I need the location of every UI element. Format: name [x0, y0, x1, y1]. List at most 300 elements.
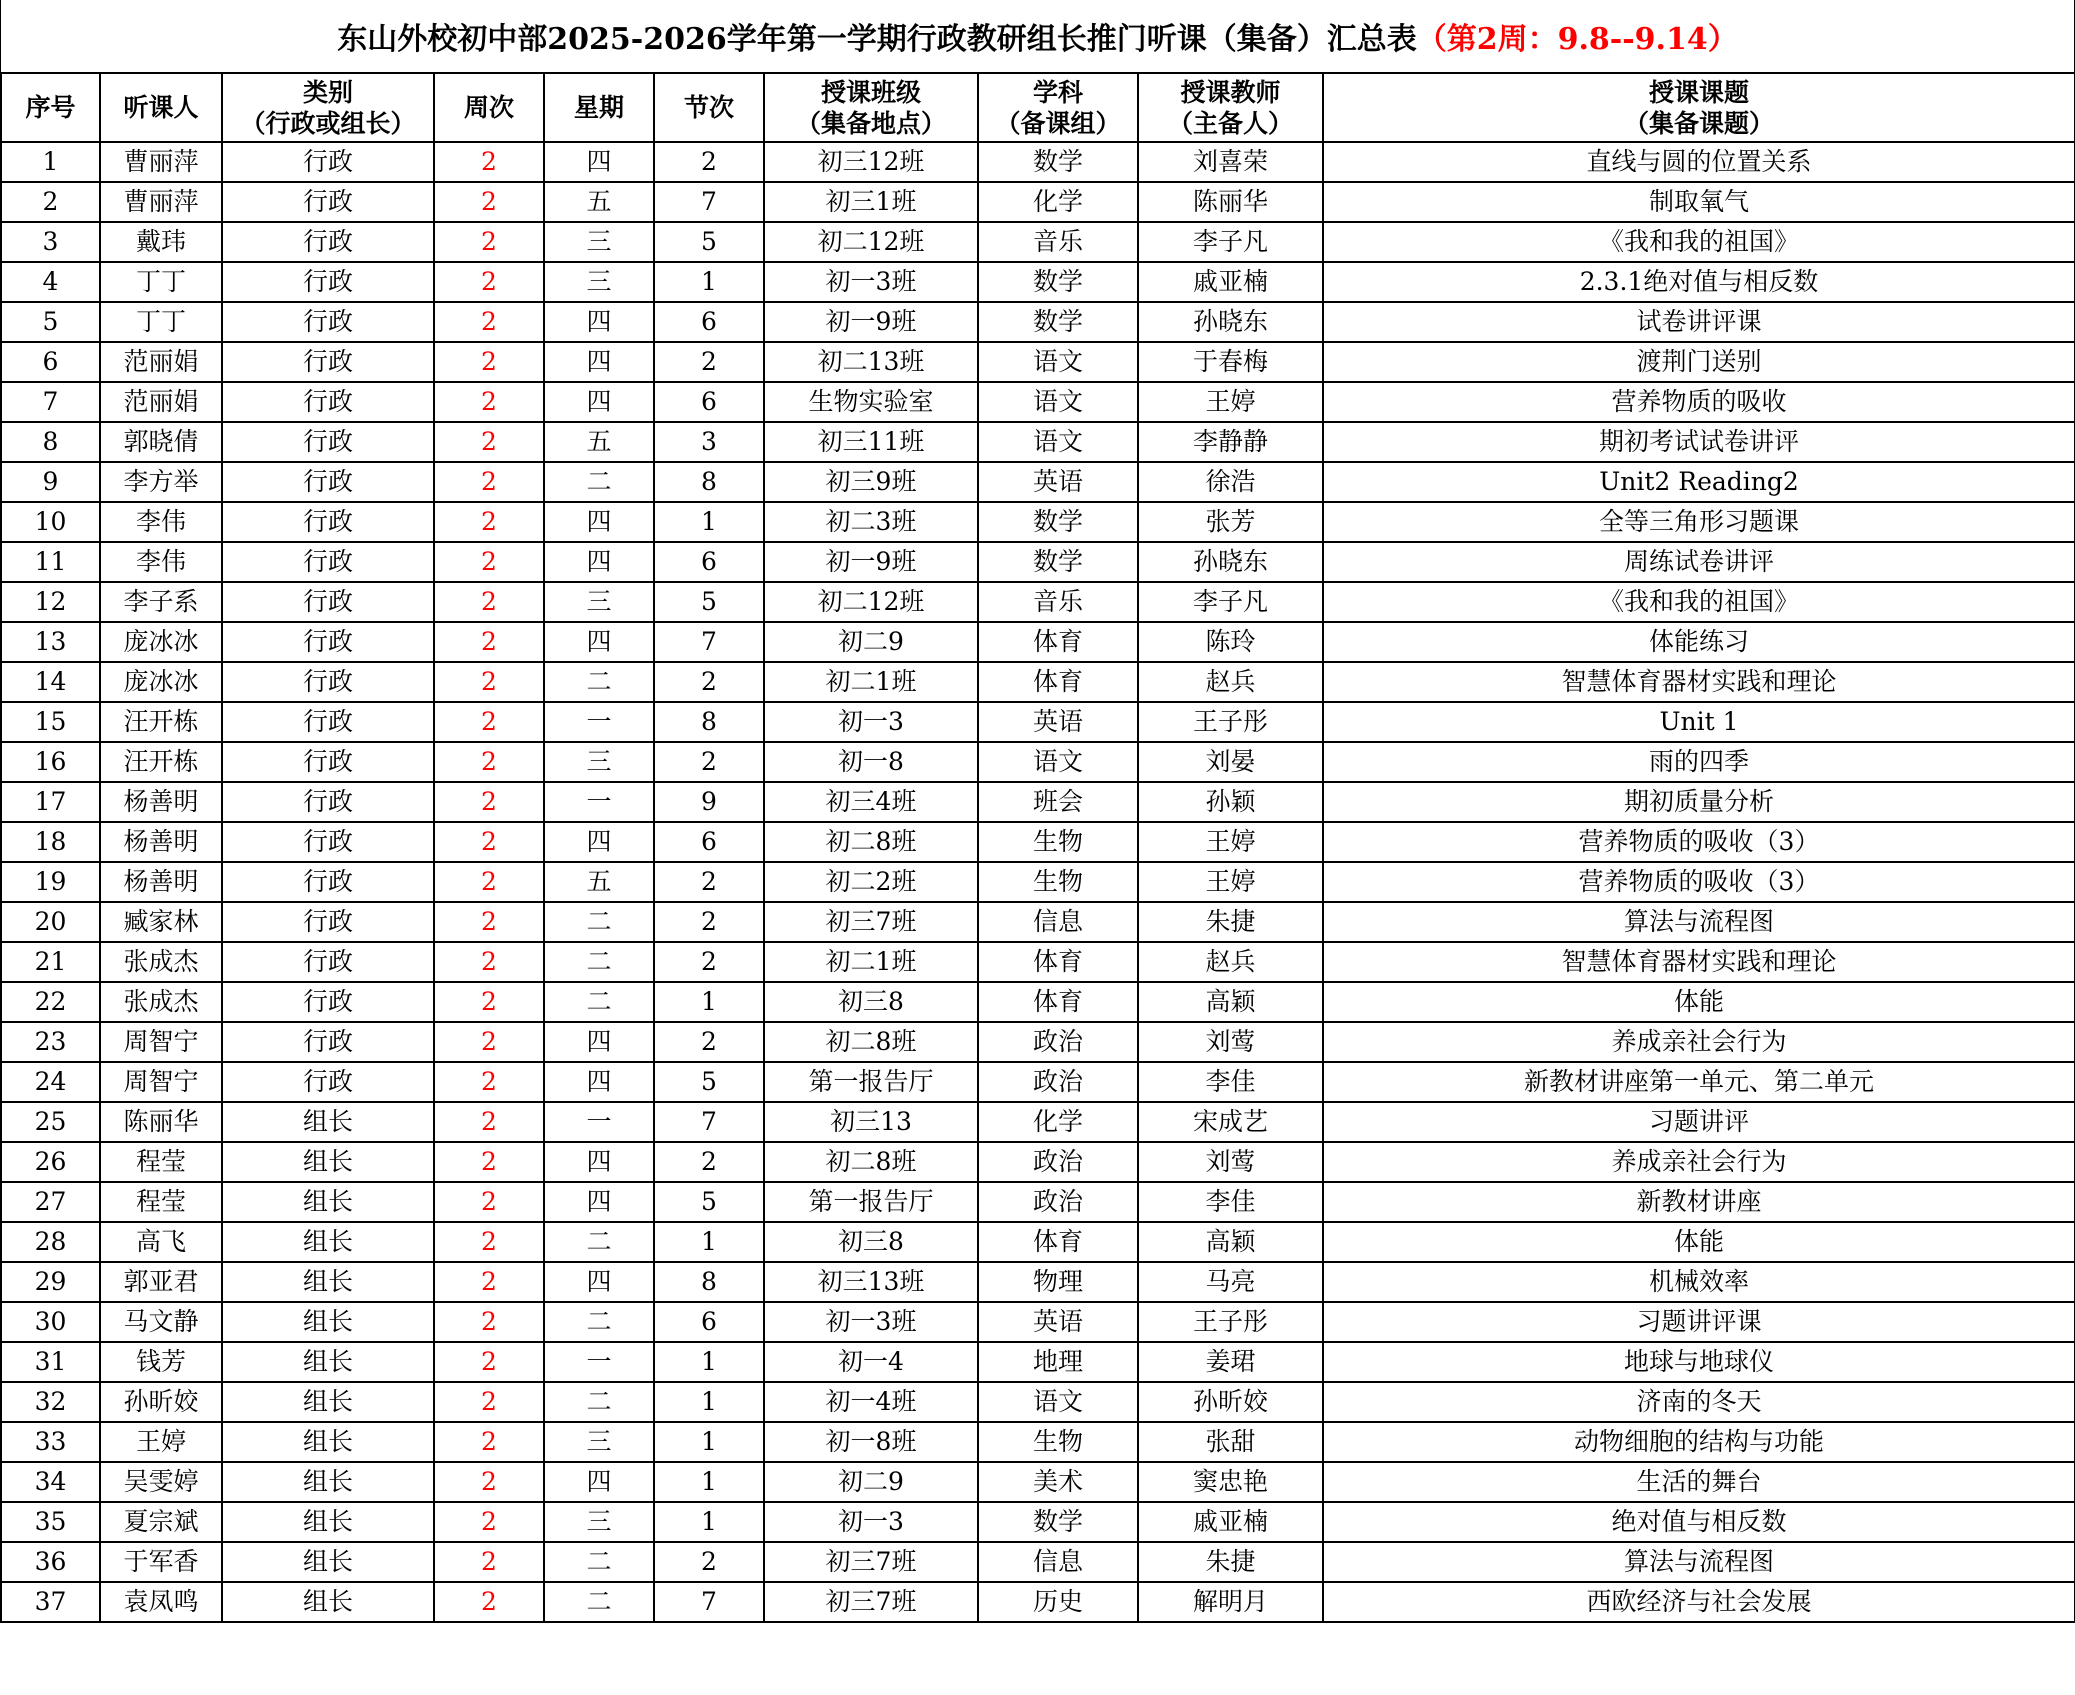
cell-category[interactable]: 行政: [222, 302, 434, 342]
cell-period[interactable]: 7: [654, 182, 764, 222]
cell-weekday[interactable]: 一: [544, 1102, 654, 1142]
cell-class[interactable]: 初三4班: [764, 782, 978, 822]
cell-teacher[interactable]: 孙晓东: [1138, 302, 1323, 342]
cell-teacher[interactable]: 王婷: [1138, 822, 1323, 862]
cell-weekday[interactable]: 三: [544, 1422, 654, 1462]
cell-week[interactable]: 2: [434, 942, 544, 982]
cell-category[interactable]: 组长: [222, 1542, 434, 1582]
cell-subject[interactable]: 语文: [978, 422, 1138, 462]
cell-weekday[interactable]: 一: [544, 782, 654, 822]
table-row[interactable]: [1, 942, 2075, 982]
cell-period[interactable]: 2: [654, 662, 764, 702]
cell-listener[interactable]: 高飞: [100, 1222, 222, 1262]
cell-listener[interactable]: 丁丁: [100, 302, 222, 342]
cell-period[interactable]: 2: [654, 942, 764, 982]
cell-category[interactable]: 组长: [222, 1582, 434, 1622]
cell-weekday[interactable]: 四: [544, 1142, 654, 1182]
cell-category[interactable]: 组长: [222, 1142, 434, 1182]
table-row[interactable]: [1, 142, 2075, 182]
cell-subject[interactable]: 生物: [978, 822, 1138, 862]
cell-seq[interactable]: 36: [1, 1542, 100, 1582]
cell-seq[interactable]: 1: [1, 142, 100, 182]
cell-class[interactable]: 初二3班: [764, 502, 978, 542]
table-row[interactable]: [1, 1062, 2075, 1102]
cell-week[interactable]: 2: [434, 582, 544, 622]
cell-period[interactable]: 2: [654, 742, 764, 782]
cell-class[interactable]: 初三1班: [764, 182, 978, 222]
table-row[interactable]: [1, 1302, 2075, 1342]
cell-category[interactable]: 组长: [222, 1182, 434, 1222]
cell-topic[interactable]: 养成亲社会行为: [1323, 1022, 2075, 1062]
cell-class[interactable]: 初一8: [764, 742, 978, 782]
cell-seq[interactable]: 3: [1, 222, 100, 262]
cell-listener[interactable]: 程莹: [100, 1142, 222, 1182]
cell-teacher[interactable]: 刘晏: [1138, 742, 1323, 782]
cell-teacher[interactable]: 马亮: [1138, 1262, 1323, 1302]
cell-class[interactable]: 初一3: [764, 1502, 978, 1542]
cell-topic[interactable]: 营养物质的吸收（3）: [1323, 822, 2075, 862]
cell-category[interactable]: 行政: [222, 1022, 434, 1062]
cell-weekday[interactable]: 四: [544, 542, 654, 582]
cell-listener[interactable]: 汪开栋: [100, 742, 222, 782]
cell-seq[interactable]: 5: [1, 302, 100, 342]
cell-week[interactable]: 2: [434, 422, 544, 462]
cell-teacher[interactable]: 朱捷: [1138, 1542, 1323, 1582]
cell-seq[interactable]: 37: [1, 1582, 100, 1622]
cell-teacher[interactable]: 李佳: [1138, 1062, 1323, 1102]
cell-listener[interactable]: 张成杰: [100, 982, 222, 1022]
cell-week[interactable]: 2: [434, 662, 544, 702]
cell-listener[interactable]: 周智宁: [100, 1062, 222, 1102]
cell-topic[interactable]: 新教材讲座: [1323, 1182, 2075, 1222]
cell-category[interactable]: 行政: [222, 902, 434, 942]
cell-category[interactable]: 行政: [222, 542, 434, 582]
cell-class[interactable]: 初二1班: [764, 662, 978, 702]
cell-weekday[interactable]: 四: [544, 342, 654, 382]
cell-week[interactable]: 2: [434, 1062, 544, 1102]
cell-weekday[interactable]: 四: [544, 1062, 654, 1102]
cell-subject[interactable]: 政治: [978, 1062, 1138, 1102]
cell-period[interactable]: 9: [654, 782, 764, 822]
cell-topic[interactable]: 营养物质的吸收: [1323, 382, 2075, 422]
cell-class[interactable]: 初三7班: [764, 1582, 978, 1622]
cell-week[interactable]: 2: [434, 182, 544, 222]
cell-week[interactable]: 2: [434, 1462, 544, 1502]
cell-listener[interactable]: 丁丁: [100, 262, 222, 302]
cell-subject[interactable]: 语文: [978, 1382, 1138, 1422]
cell-weekday[interactable]: 一: [544, 1342, 654, 1382]
cell-subject[interactable]: 数学: [978, 142, 1138, 182]
cell-category[interactable]: 组长: [222, 1222, 434, 1262]
cell-class[interactable]: 初三11班: [764, 422, 978, 462]
cell-class[interactable]: 初一3班: [764, 1302, 978, 1342]
cell-class[interactable]: 初一3班: [764, 262, 978, 302]
table-row[interactable]: [1, 822, 2075, 862]
cell-seq[interactable]: 13: [1, 622, 100, 662]
cell-seq[interactable]: 14: [1, 662, 100, 702]
table-row[interactable]: [1, 662, 2075, 702]
cell-week[interactable]: 2: [434, 1342, 544, 1382]
cell-listener[interactable]: 张成杰: [100, 942, 222, 982]
cell-period[interactable]: 2: [654, 142, 764, 182]
cell-listener[interactable]: 庞冰冰: [100, 622, 222, 662]
cell-listener[interactable]: 孙昕姣: [100, 1382, 222, 1422]
cell-seq[interactable]: 33: [1, 1422, 100, 1462]
cell-class[interactable]: 初二1班: [764, 942, 978, 982]
cell-seq[interactable]: 28: [1, 1222, 100, 1262]
cell-category[interactable]: 行政: [222, 702, 434, 742]
cell-weekday[interactable]: 四: [544, 302, 654, 342]
cell-teacher[interactable]: 陈玲: [1138, 622, 1323, 662]
cell-period[interactable]: 5: [654, 1182, 764, 1222]
table-row[interactable]: [1, 1142, 2075, 1182]
cell-teacher[interactable]: 戚亚楠: [1138, 262, 1323, 302]
cell-topic[interactable]: Unit 1: [1323, 702, 2075, 742]
cell-subject[interactable]: 化学: [978, 1102, 1138, 1142]
cell-seq[interactable]: 30: [1, 1302, 100, 1342]
cell-week[interactable]: 2: [434, 782, 544, 822]
cell-topic[interactable]: Unit2 Reading2: [1323, 462, 2075, 502]
cell-listener[interactable]: 于军香: [100, 1542, 222, 1582]
cell-class[interactable]: 初三7班: [764, 902, 978, 942]
cell-period[interactable]: 1: [654, 1462, 764, 1502]
cell-topic[interactable]: 体能: [1323, 982, 2075, 1022]
cell-category[interactable]: 组长: [222, 1262, 434, 1302]
cell-weekday[interactable]: 二: [544, 462, 654, 502]
cell-period[interactable]: 5: [654, 222, 764, 262]
cell-teacher[interactable]: 于春梅: [1138, 342, 1323, 382]
cell-teacher[interactable]: 刘喜荣: [1138, 142, 1323, 182]
table-row[interactable]: [1, 1382, 2075, 1422]
cell-weekday[interactable]: 二: [544, 982, 654, 1022]
cell-period[interactable]: 5: [654, 582, 764, 622]
cell-topic[interactable]: 全等三角形习题课: [1323, 502, 2075, 542]
table-row[interactable]: [1, 1422, 2075, 1462]
table-row[interactable]: [1, 1262, 2075, 1302]
cell-teacher[interactable]: 高颖: [1138, 982, 1323, 1022]
cell-teacher[interactable]: 王婷: [1138, 382, 1323, 422]
cell-teacher[interactable]: 王婷: [1138, 862, 1323, 902]
cell-class[interactable]: 第一报告厅: [764, 1062, 978, 1102]
cell-class[interactable]: 初三12班: [764, 142, 978, 182]
cell-week[interactable]: 2: [434, 222, 544, 262]
cell-category[interactable]: 行政: [222, 182, 434, 222]
cell-class[interactable]: 生物实验室: [764, 382, 978, 422]
table-row[interactable]: [1, 1542, 2075, 1582]
cell-listener[interactable]: 臧家林: [100, 902, 222, 942]
cell-period[interactable]: 1: [654, 1382, 764, 1422]
cell-teacher[interactable]: 刘莺: [1138, 1022, 1323, 1062]
cell-seq[interactable]: 10: [1, 502, 100, 542]
cell-seq[interactable]: 29: [1, 1262, 100, 1302]
cell-listener[interactable]: 范丽娟: [100, 342, 222, 382]
cell-class[interactable]: 初二9: [764, 1462, 978, 1502]
cell-topic[interactable]: 养成亲社会行为: [1323, 1142, 2075, 1182]
cell-weekday[interactable]: 二: [544, 902, 654, 942]
cell-period[interactable]: 3: [654, 422, 764, 462]
cell-category[interactable]: 行政: [222, 782, 434, 822]
cell-class[interactable]: 初三9班: [764, 462, 978, 502]
cell-weekday[interactable]: 四: [544, 142, 654, 182]
cell-seq[interactable]: 6: [1, 342, 100, 382]
cell-week[interactable]: 2: [434, 1502, 544, 1542]
cell-week[interactable]: 2: [434, 1262, 544, 1302]
cell-teacher[interactable]: 孙昕姣: [1138, 1382, 1323, 1422]
cell-weekday[interactable]: 二: [544, 942, 654, 982]
cell-period[interactable]: 1: [654, 1222, 764, 1262]
cell-period[interactable]: 8: [654, 702, 764, 742]
cell-period[interactable]: 6: [654, 302, 764, 342]
cell-seq[interactable]: 15: [1, 702, 100, 742]
cell-category[interactable]: 组长: [222, 1382, 434, 1422]
cell-category[interactable]: 行政: [222, 422, 434, 462]
table-row[interactable]: [1, 1582, 2075, 1622]
table-row[interactable]: [1, 1462, 2075, 1502]
cell-weekday[interactable]: 四: [544, 1462, 654, 1502]
cell-teacher[interactable]: 赵兵: [1138, 662, 1323, 702]
cell-topic[interactable]: 体能: [1323, 1222, 2075, 1262]
cell-topic[interactable]: 《我和我的祖国》: [1323, 222, 2075, 262]
cell-listener[interactable]: 李方举: [100, 462, 222, 502]
cell-topic[interactable]: 《我和我的祖国》: [1323, 582, 2075, 622]
cell-listener[interactable]: 郭晓倩: [100, 422, 222, 462]
cell-week[interactable]: 2: [434, 902, 544, 942]
cell-class[interactable]: 初三13: [764, 1102, 978, 1142]
cell-weekday[interactable]: 四: [544, 382, 654, 422]
cell-teacher[interactable]: 李子凡: [1138, 582, 1323, 622]
cell-class[interactable]: 初一9班: [764, 542, 978, 582]
table-row[interactable]: [1, 422, 2075, 462]
cell-weekday[interactable]: 四: [544, 502, 654, 542]
cell-seq[interactable]: 32: [1, 1382, 100, 1422]
cell-subject[interactable]: 班会: [978, 782, 1138, 822]
cell-teacher[interactable]: 孙颖: [1138, 782, 1323, 822]
cell-class[interactable]: 第一报告厅: [764, 1182, 978, 1222]
cell-week[interactable]: 2: [434, 262, 544, 302]
cell-week[interactable]: 2: [434, 342, 544, 382]
cell-period[interactable]: 5: [654, 1062, 764, 1102]
cell-seq[interactable]: 34: [1, 1462, 100, 1502]
table-row[interactable]: [1, 262, 2075, 302]
cell-class[interactable]: 初三8: [764, 1222, 978, 1262]
cell-subject[interactable]: 美术: [978, 1462, 1138, 1502]
cell-subject[interactable]: 生物: [978, 862, 1138, 902]
cell-teacher[interactable]: 姜珺: [1138, 1342, 1323, 1382]
cell-topic[interactable]: 算法与流程图: [1323, 1542, 2075, 1582]
cell-subject[interactable]: 信息: [978, 1542, 1138, 1582]
cell-subject[interactable]: 政治: [978, 1142, 1138, 1182]
cell-seq[interactable]: 21: [1, 942, 100, 982]
cell-category[interactable]: 行政: [222, 742, 434, 782]
cell-topic[interactable]: 习题讲评: [1323, 1102, 2075, 1142]
cell-week[interactable]: 2: [434, 1382, 544, 1422]
cell-seq[interactable]: 27: [1, 1182, 100, 1222]
cell-week[interactable]: 2: [434, 982, 544, 1022]
cell-teacher[interactable]: 张芳: [1138, 502, 1323, 542]
cell-period[interactable]: 2: [654, 1542, 764, 1582]
cell-listener[interactable]: 李伟: [100, 542, 222, 582]
cell-period[interactable]: 6: [654, 382, 764, 422]
cell-category[interactable]: 行政: [222, 382, 434, 422]
cell-listener[interactable]: 周智宁: [100, 1022, 222, 1062]
cell-weekday[interactable]: 二: [544, 1302, 654, 1342]
cell-teacher[interactable]: 高颖: [1138, 1222, 1323, 1262]
cell-category[interactable]: 行政: [222, 142, 434, 182]
cell-period[interactable]: 6: [654, 1302, 764, 1342]
cell-subject[interactable]: 语文: [978, 742, 1138, 782]
cell-topic[interactable]: 智慧体育器材实践和理论: [1323, 942, 2075, 982]
cell-class[interactable]: 初二9: [764, 622, 978, 662]
cell-seq[interactable]: 19: [1, 862, 100, 902]
table-row[interactable]: [1, 542, 2075, 582]
cell-listener[interactable]: 袁凤鸣: [100, 1582, 222, 1622]
cell-listener[interactable]: 戴玮: [100, 222, 222, 262]
cell-week[interactable]: 2: [434, 142, 544, 182]
cell-subject[interactable]: 数学: [978, 1502, 1138, 1542]
cell-category[interactable]: 行政: [222, 502, 434, 542]
cell-period[interactable]: 8: [654, 462, 764, 502]
cell-teacher[interactable]: 李子凡: [1138, 222, 1323, 262]
cell-period[interactable]: 1: [654, 1502, 764, 1542]
cell-subject[interactable]: 历史: [978, 1582, 1138, 1622]
cell-listener[interactable]: 程莹: [100, 1182, 222, 1222]
table-row[interactable]: [1, 862, 2075, 902]
cell-teacher[interactable]: 解明月: [1138, 1582, 1323, 1622]
cell-class[interactable]: 初一9班: [764, 302, 978, 342]
cell-listener[interactable]: 汪开栋: [100, 702, 222, 742]
cell-seq[interactable]: 26: [1, 1142, 100, 1182]
cell-class[interactable]: 初二8班: [764, 1022, 978, 1062]
cell-weekday[interactable]: 三: [544, 582, 654, 622]
cell-period[interactable]: 2: [654, 862, 764, 902]
cell-subject[interactable]: 数学: [978, 262, 1138, 302]
cell-topic[interactable]: 期初质量分析: [1323, 782, 2075, 822]
table-row[interactable]: [1, 1222, 2075, 1262]
cell-teacher[interactable]: 陈丽华: [1138, 182, 1323, 222]
cell-class[interactable]: 初二8班: [764, 1142, 978, 1182]
cell-week[interactable]: 2: [434, 862, 544, 902]
cell-period[interactable]: 6: [654, 542, 764, 582]
cell-topic[interactable]: 习题讲评课: [1323, 1302, 2075, 1342]
cell-topic[interactable]: 地球与地球仪: [1323, 1342, 2075, 1382]
cell-listener[interactable]: 庞冰冰: [100, 662, 222, 702]
cell-subject[interactable]: 体育: [978, 622, 1138, 662]
cell-week[interactable]: 2: [434, 1422, 544, 1462]
cell-weekday[interactable]: 五: [544, 862, 654, 902]
cell-topic[interactable]: 期初考试试卷讲评: [1323, 422, 2075, 462]
cell-category[interactable]: 组长: [222, 1462, 434, 1502]
cell-week[interactable]: 2: [434, 1182, 544, 1222]
cell-weekday[interactable]: 四: [544, 822, 654, 862]
cell-subject[interactable]: 英语: [978, 462, 1138, 502]
table-row[interactable]: [1, 782, 2075, 822]
cell-period[interactable]: 1: [654, 502, 764, 542]
cell-teacher[interactable]: 戚亚楠: [1138, 1502, 1323, 1542]
cell-week[interactable]: 2: [434, 502, 544, 542]
cell-teacher[interactable]: 孙晓东: [1138, 542, 1323, 582]
cell-week[interactable]: 2: [434, 1542, 544, 1582]
cell-seq[interactable]: 12: [1, 582, 100, 622]
cell-weekday[interactable]: 二: [544, 1382, 654, 1422]
cell-seq[interactable]: 31: [1, 1342, 100, 1382]
cell-topic[interactable]: 制取氧气: [1323, 182, 2075, 222]
cell-period[interactable]: 7: [654, 622, 764, 662]
cell-subject[interactable]: 数学: [978, 302, 1138, 342]
cell-subject[interactable]: 政治: [978, 1182, 1138, 1222]
cell-period[interactable]: 1: [654, 262, 764, 302]
cell-subject[interactable]: 英语: [978, 1302, 1138, 1342]
cell-class[interactable]: 初一3: [764, 702, 978, 742]
cell-listener[interactable]: 钱芳: [100, 1342, 222, 1382]
cell-seq[interactable]: 24: [1, 1062, 100, 1102]
cell-period[interactable]: 7: [654, 1102, 764, 1142]
cell-week[interactable]: 2: [434, 1102, 544, 1142]
table-row[interactable]: [1, 462, 2075, 502]
cell-week[interactable]: 2: [434, 382, 544, 422]
cell-weekday[interactable]: 二: [544, 662, 654, 702]
cell-weekday[interactable]: 四: [544, 1022, 654, 1062]
cell-week[interactable]: 2: [434, 1022, 544, 1062]
cell-period[interactable]: 2: [654, 1022, 764, 1062]
cell-topic[interactable]: 济南的冬天: [1323, 1382, 2075, 1422]
cell-weekday[interactable]: 五: [544, 182, 654, 222]
cell-period[interactable]: 2: [654, 902, 764, 942]
table-row[interactable]: [1, 742, 2075, 782]
cell-listener[interactable]: 郭亚君: [100, 1262, 222, 1302]
cell-category[interactable]: 组长: [222, 1302, 434, 1342]
table-row[interactable]: [1, 582, 2075, 622]
cell-topic[interactable]: 2.3.1绝对值与相反数: [1323, 262, 2075, 302]
cell-teacher[interactable]: 朱捷: [1138, 902, 1323, 942]
cell-listener[interactable]: 夏宗斌: [100, 1502, 222, 1542]
cell-teacher[interactable]: 李佳: [1138, 1182, 1323, 1222]
cell-class[interactable]: 初一4班: [764, 1382, 978, 1422]
table-row[interactable]: [1, 502, 2075, 542]
cell-topic[interactable]: 机械效率: [1323, 1262, 2075, 1302]
cell-category[interactable]: 行政: [222, 462, 434, 502]
cell-category[interactable]: 行政: [222, 982, 434, 1022]
cell-listener[interactable]: 陈丽华: [100, 1102, 222, 1142]
cell-topic[interactable]: 生活的舞台: [1323, 1462, 2075, 1502]
cell-class[interactable]: 初三7班: [764, 1542, 978, 1582]
cell-teacher[interactable]: 王子彤: [1138, 1302, 1323, 1342]
cell-subject[interactable]: 数学: [978, 542, 1138, 582]
cell-weekday[interactable]: 二: [544, 1222, 654, 1262]
cell-period[interactable]: 1: [654, 1342, 764, 1382]
table-row[interactable]: [1, 622, 2075, 662]
cell-category[interactable]: 行政: [222, 662, 434, 702]
cell-seq[interactable]: 23: [1, 1022, 100, 1062]
cell-period[interactable]: 6: [654, 822, 764, 862]
cell-teacher[interactable]: 窦忠艳: [1138, 1462, 1323, 1502]
cell-subject[interactable]: 体育: [978, 1222, 1138, 1262]
table-row[interactable]: [1, 1182, 2075, 1222]
cell-category[interactable]: 行政: [222, 622, 434, 662]
cell-period[interactable]: 7: [654, 1582, 764, 1622]
cell-category[interactable]: 组长: [222, 1102, 434, 1142]
cell-class[interactable]: 初三13班: [764, 1262, 978, 1302]
cell-seq[interactable]: 8: [1, 422, 100, 462]
cell-topic[interactable]: 绝对值与相反数: [1323, 1502, 2075, 1542]
cell-class[interactable]: 初二8班: [764, 822, 978, 862]
cell-week[interactable]: 2: [434, 302, 544, 342]
cell-topic[interactable]: 西欧经济与社会发展: [1323, 1582, 2075, 1622]
cell-topic[interactable]: 周练试卷讲评: [1323, 542, 2075, 582]
cell-subject[interactable]: 化学: [978, 182, 1138, 222]
cell-weekday[interactable]: 二: [544, 1542, 654, 1582]
cell-weekday[interactable]: 四: [544, 1182, 654, 1222]
cell-subject[interactable]: 信息: [978, 902, 1138, 942]
